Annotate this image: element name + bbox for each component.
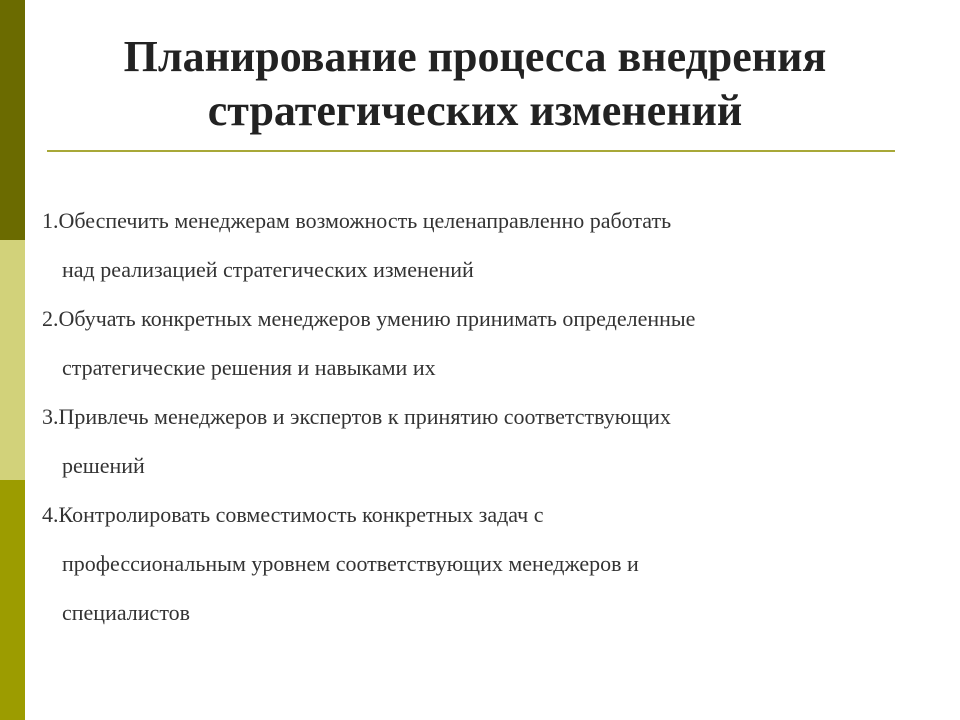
list-item-1 — [42, 196, 932, 294]
list-item-1-line-2: над реализацией стратегических изменений — [62, 257, 474, 282]
list-item-2-line-1: 2.Обучать конкретных менеджеров умению принимать определенные — [42, 306, 696, 331]
side-bar-middle — [0, 240, 25, 480]
title-divider — [47, 150, 895, 152]
slide-title — [40, 30, 910, 138]
list-item-1-line-1: 1.Обеспечить менеджерам возможность целенаправленно работать — [42, 208, 672, 233]
list-item-4-line-3: специалистов — [62, 600, 191, 625]
slide-title-line-2: стратегических изменений — [207, 86, 743, 135]
list-item-2 — [42, 294, 932, 392]
list-item-3-line-2: решений — [62, 453, 145, 478]
numbered-list — [42, 196, 932, 637]
side-bar-bottom — [0, 480, 25, 720]
slide-title-line-1: Планирование процесса внедрения — [123, 32, 827, 81]
side-bar-top — [0, 0, 25, 240]
list-item-2-line-2: стратегические решения и навыками их — [62, 355, 436, 380]
list-item-4 — [42, 490, 932, 637]
list-item-3 — [42, 392, 932, 490]
list-item-4-line-1: 4.Контролировать совместимость конкретных задач с — [42, 502, 544, 527]
list-item-3-line-1: 3.Привлечь менеджеров и экспертов к принятию соответствующих — [42, 404, 671, 429]
list-item-4-line-2: профессиональным уровнем соответствующих менеджеров и — [62, 551, 639, 576]
